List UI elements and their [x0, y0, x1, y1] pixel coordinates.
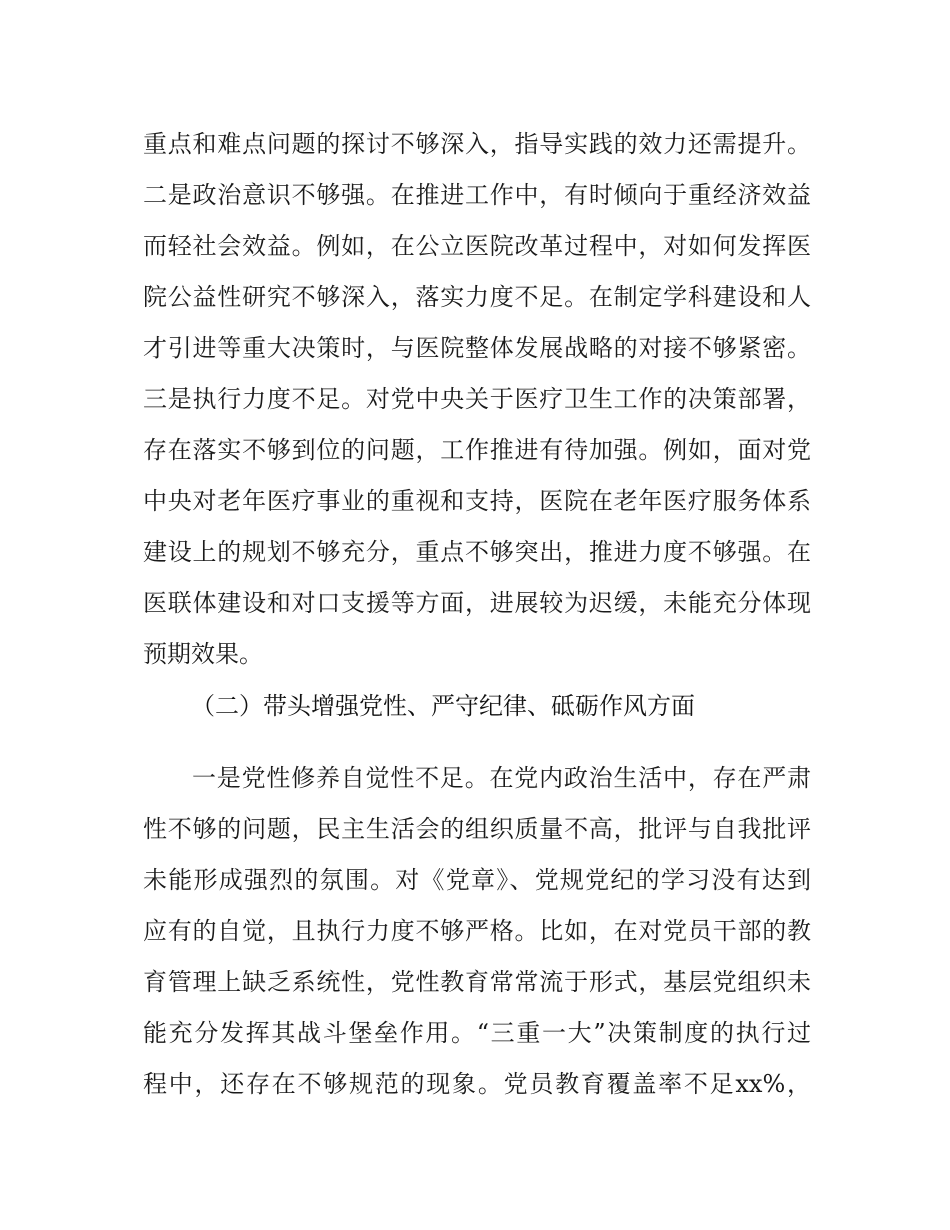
paragraph-line: 一是党性修养自觉性不足。在党内政治生活中，存在严肃: [192, 764, 811, 792]
paragraph-line: 程中，还存在不够规范的现象。党员教育覆盖率不足xx%，: [143, 1070, 811, 1098]
paragraph-line: 预期效果。: [143, 640, 263, 668]
paragraph-line: 存在落实不够到位的问题，工作推进有待加强。例如，面对党: [143, 436, 811, 464]
paragraph-line: 院公益性研究不够深入，落实力度不足。在制定学科建设和人: [143, 283, 811, 311]
paragraph-line: 重点和难点问题的探讨不够深入，指导实践的效力还需提升。: [143, 130, 811, 158]
paragraph-line: 应有的自觉，且执行力度不够严格。比如，在对党员干部的教: [143, 917, 811, 945]
paragraph-line: 中央对老年医疗事业的重视和支持，医院在老年医疗服务体系: [143, 487, 811, 515]
paragraph-line: 性不够的问题，民主生活会的组织质量不高，批评与自我批评: [143, 815, 811, 843]
paragraph-line: 育管理上缺乏系统性，党性教育常常流于形式，基层党组织未: [143, 968, 811, 996]
paragraph-line: 未能形成强烈的氛围。对《党章》、党规党纪的学习没有达到: [143, 866, 811, 894]
paragraph-line: 而轻社会效益。例如，在公立医院改革过程中，对如何发挥医: [143, 232, 811, 260]
paragraph-line: 三是执行力度不足。对党中央关于医疗卫生工作的决策部署，: [143, 385, 811, 413]
paragraph-line: 才引进等重大决策时，与医院整体发展战略的对接不够紧密。: [143, 334, 811, 362]
paragraph-line: 建设上的规划不够充分，重点不够突出，推进力度不够强。在: [143, 538, 811, 566]
paragraph-line: 能充分发挥其战斗堡垒作用。“三重一大”决策制度的执行过: [143, 1019, 811, 1047]
section-heading: （二）带头增强党性、严守纪律、砥砺作风方面: [191, 692, 695, 720]
paragraph-line: 医联体建设和对口支援等方面，进展较为迟缓，未能充分体现: [143, 589, 811, 617]
paragraph-line: 二是政治意识不够强。在推进工作中，有时倾向于重经济效益: [143, 181, 811, 209]
